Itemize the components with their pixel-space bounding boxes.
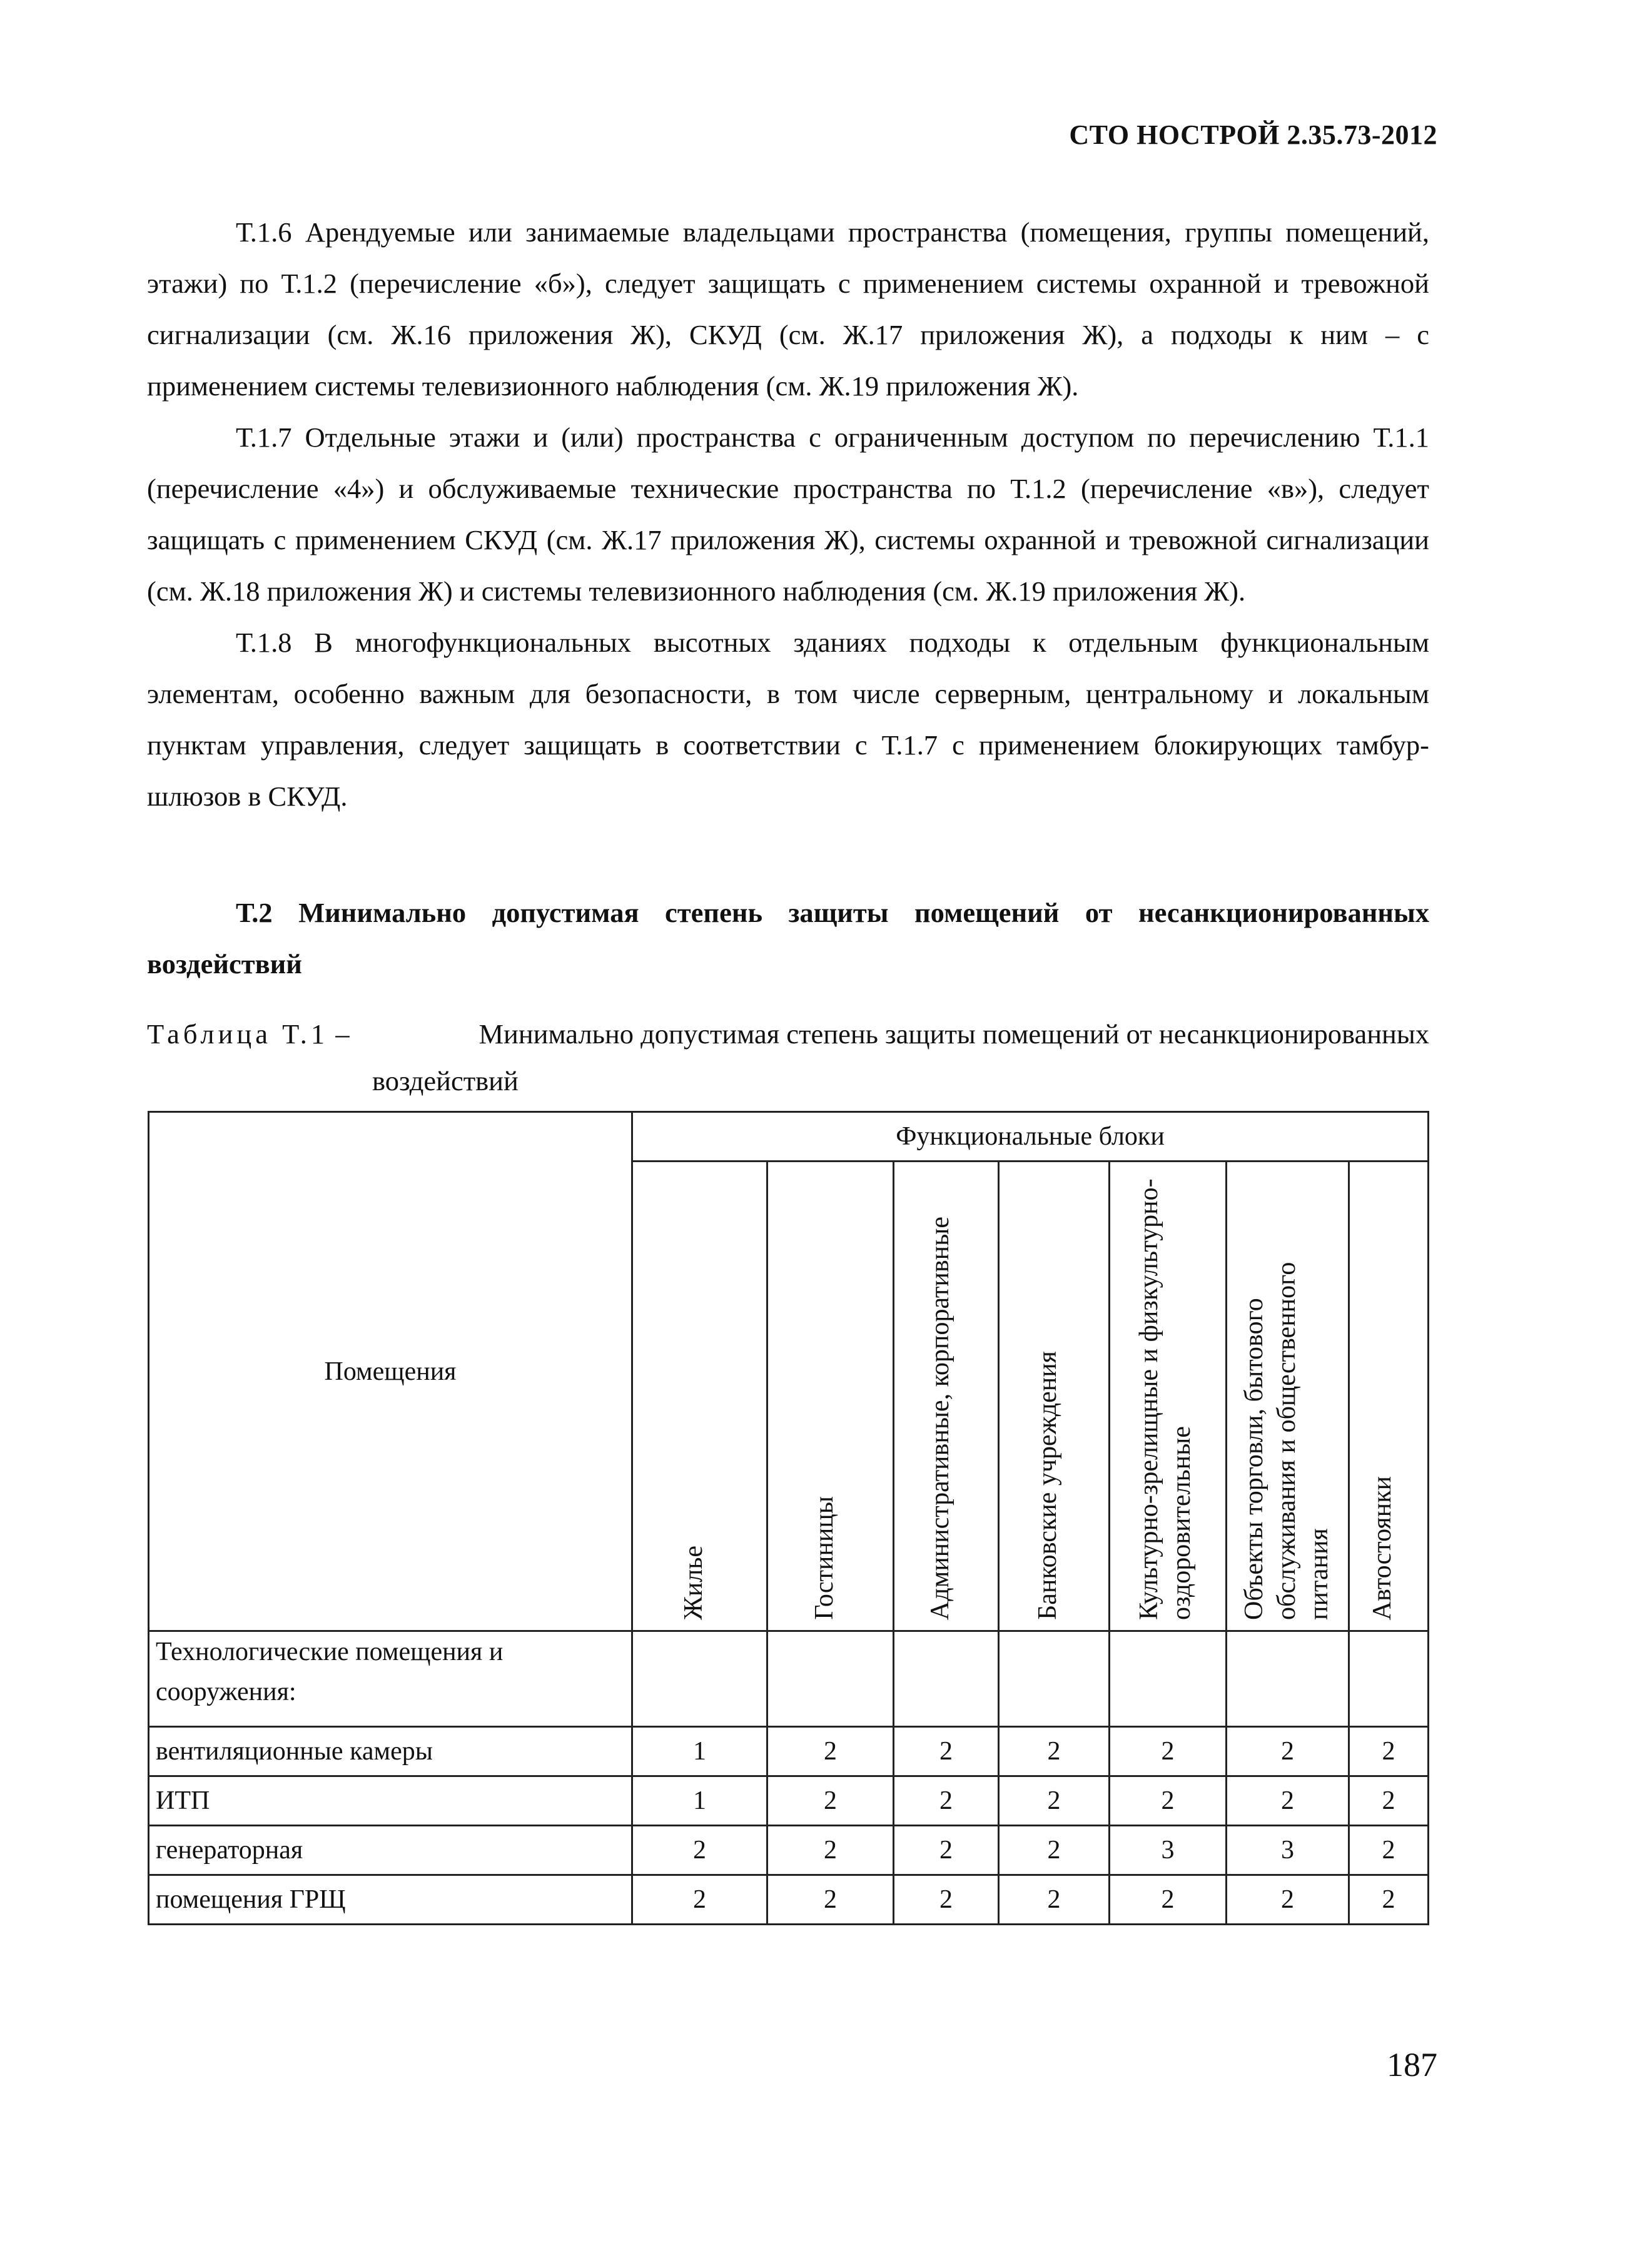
column-header-trade <box>1227 1162 1349 1631</box>
table-row <box>149 1875 1429 1925</box>
column-header-label: Автостоянки <box>1368 1476 1397 1620</box>
table-cell <box>767 1631 894 1727</box>
room-name: помещения ГРЩ <box>149 1875 632 1925</box>
table-cell: 2 <box>894 1826 999 1875</box>
functional-blocks-header: Функциональные блоки <box>632 1112 1429 1162</box>
table-cell: 1 <box>632 1776 767 1826</box>
rooms-column-header: Помещения <box>149 1112 632 1631</box>
group-label: Технологические помещения и сооружения: <box>149 1631 632 1727</box>
table-cell: 2 <box>767 1875 894 1925</box>
table-cell: 2 <box>999 1875 1110 1925</box>
table-cell: 2 <box>894 1776 999 1826</box>
table-cell: 2 <box>767 1776 894 1826</box>
column-header-housing <box>632 1162 767 1631</box>
table-cell: 2 <box>632 1875 767 1925</box>
table-cell: 2 <box>632 1826 767 1875</box>
table-caption-text: Минимально допустимая степень защиты помещений от несанкционированных <box>478 1018 1429 1050</box>
protection-table <box>148 1111 1429 1925</box>
room-name: генераторная <box>149 1826 632 1875</box>
body-text <box>147 206 1429 822</box>
table-cell: 2 <box>767 1727 894 1776</box>
column-header-label: Жилье <box>679 1546 708 1620</box>
table-cell: 2 <box>999 1826 1110 1875</box>
document-header: СТО НОСТРОЙ 2.35.73-2012 <box>1069 119 1437 150</box>
table-cell: 2 <box>1349 1776 1429 1826</box>
table-cell: 2 <box>894 1727 999 1776</box>
column-header-label: Административные, корпоративные <box>925 1216 954 1620</box>
table-cell <box>894 1631 999 1727</box>
column-header-hotels <box>767 1162 894 1631</box>
table-cell <box>1110 1631 1227 1727</box>
table-cell: 2 <box>999 1727 1110 1776</box>
table-caption-text-continued: воздействий <box>372 1065 519 1096</box>
table-cell: 2 <box>1349 1727 1429 1776</box>
table-cell: 3 <box>1227 1826 1349 1875</box>
table-cell: 3 <box>1110 1826 1227 1875</box>
column-header-administrative <box>894 1162 999 1631</box>
column-header-cultural <box>1110 1162 1227 1631</box>
table-cell <box>632 1631 767 1727</box>
table-cell: 2 <box>1349 1826 1429 1875</box>
table-row <box>149 1727 1429 1776</box>
table-cell: 2 <box>1110 1727 1227 1776</box>
table-caption-dash: – <box>335 1018 350 1050</box>
table-row <box>149 1776 1429 1826</box>
table-cell: 2 <box>1227 1776 1349 1826</box>
table-cell: 2 <box>894 1875 999 1925</box>
table-cell: 2 <box>1349 1875 1429 1925</box>
paragraph-t1-7: Т.1.7 Отдельные этажи и (или) пространства с ограниченным доступом по перечислению Т.1.1 (перечисление «4») и обслуживаемые технические пространства по Т.1.2 (перечисление «в»), следует защищать с применением СКУД (см. Ж.17 приложения Ж), системы охранной и тревожной сигнализации (см. Ж.18 приложения Ж) и системы телевизионного наблюдения (см. Ж.19 приложения Ж). <box>147 422 1429 607</box>
column-header-label: Культурно-зрелищные и физкультурно-оздоровительные <box>1135 1178 1196 1620</box>
table-cell: 2 <box>1110 1776 1227 1826</box>
table-cell <box>999 1631 1110 1727</box>
table-caption <box>147 1008 1429 1102</box>
table-caption-label: Таблица Т.1 <box>147 1018 329 1050</box>
table-cell: 2 <box>767 1826 894 1875</box>
column-header-label: Гостиницы <box>809 1496 839 1620</box>
column-header-label: Объекты торговли, бытового обслуживания и общественного питания <box>1239 1262 1334 1620</box>
column-header-label: Банковские учреждения <box>1033 1351 1062 1620</box>
paragraph-t1-8: Т.1.8 В многофункциональных высотных зданиях подходы к отдельным функциональным элементам, особенно важным для безопасности, в том числе серверным, центральному и локальным пунктам управления, следует защищать в соответствии с Т.1.7 с применением блокирующих тамбур-шлюзов в СКУД. <box>147 627 1429 812</box>
section-title: Т.2 Минимально допустимая степень защиты помещений от несанкционированных воздействий <box>147 897 1429 980</box>
table-cell: 2 <box>999 1776 1110 1826</box>
room-name: вентиляционные камеры <box>149 1727 632 1776</box>
table-cell <box>1227 1631 1349 1727</box>
room-name: ИТП <box>149 1776 632 1826</box>
paragraph-t1-6: Т.1.6 Арендуемые или занимаемые владельцами пространства (помещения, группы помещений, этажи) по Т.1.2 (перечисление «б»), следует защищать с применением системы охранной и тревожной сигнализации (см. Ж.16 приложения Ж), СКУД (см. Ж.17 приложения Ж), а подходы к ним – с применением системы телевизионного наблюдения (см. Ж.19 приложения Ж). <box>147 216 1429 402</box>
table-cell <box>1349 1631 1429 1727</box>
page-number: 187 <box>1387 2046 1437 2083</box>
table-row <box>149 1826 1429 1875</box>
table-cell: 2 <box>1227 1875 1349 1925</box>
table-cell: 2 <box>1110 1875 1227 1925</box>
table-cell: 1 <box>632 1727 767 1776</box>
column-header-parking <box>1349 1162 1429 1631</box>
table-group-row <box>149 1631 1429 1727</box>
table-cell: 2 <box>1227 1727 1349 1776</box>
column-header-banking <box>999 1162 1110 1631</box>
